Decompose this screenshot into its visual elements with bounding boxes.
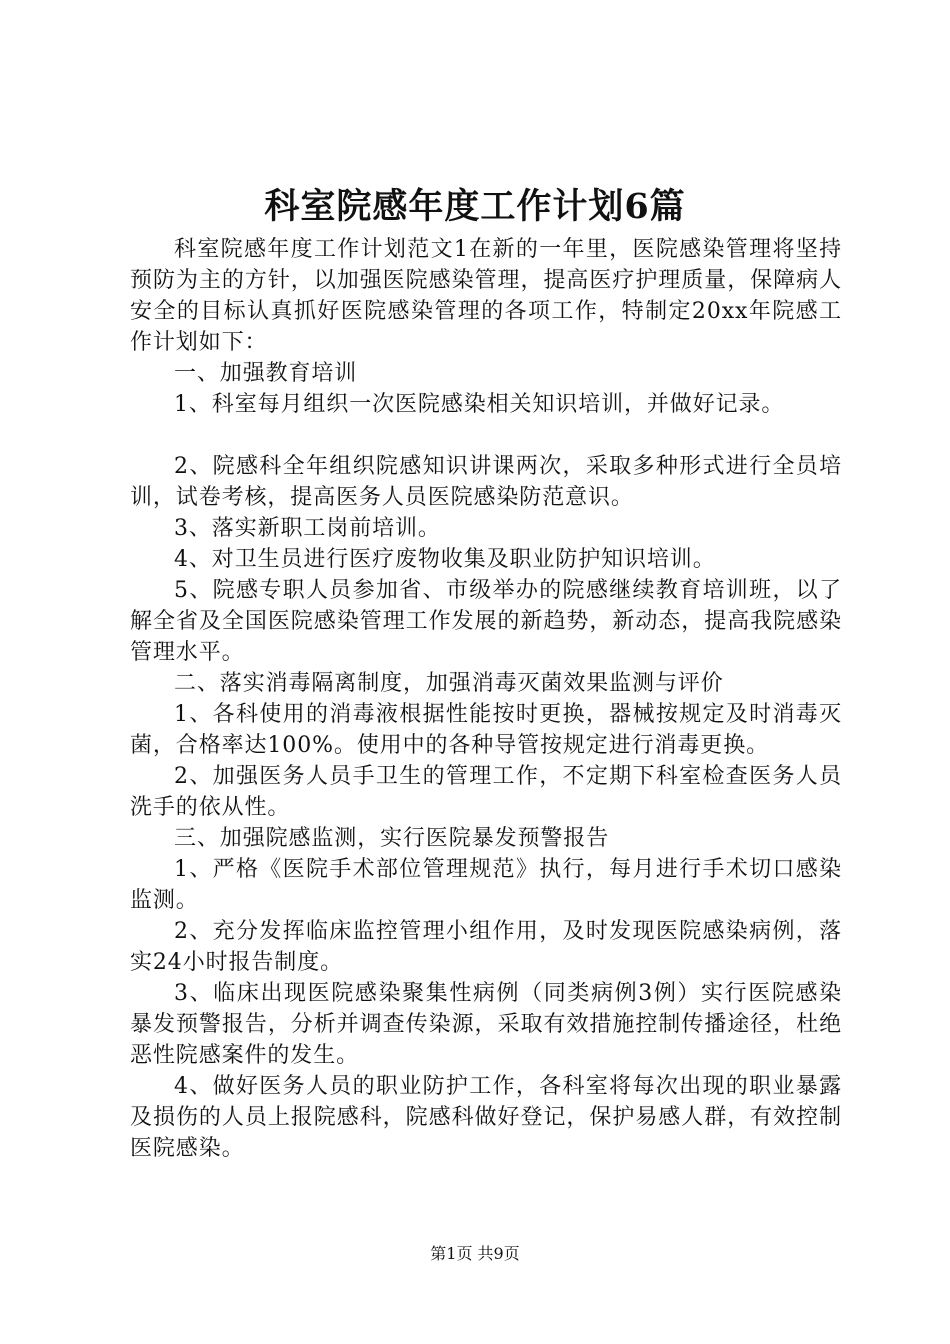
section-heading-2: 二、落实消毒隔离制度，加强消毒灭菌效果监测与评价 (174, 671, 724, 696)
page-number-footer: 第1页 共9页 (430, 1244, 520, 1263)
list-item: 4、做好医务人员的职业防护工作，各科室将每次出现的职业暴露及损伤的人员上报院感科，院感科做好登记，保护易感人群，有效控制医院感染。 (130, 1074, 842, 1161)
document-title: 科室院感年度工作计划6篇 (264, 186, 686, 227)
list-item: 3、落实新职工岗前培训。 (174, 516, 441, 541)
list-item: 5、院感专职人员参加省、市级举办的院感继续教育培训班，以了解全省及全国医院感染管理工作发展的新趋势，新动态，提高我院感染管理水平。 (130, 578, 842, 665)
list-item: 4、对卫生员进行医疗废物收集及职业防护知识培训。 (174, 547, 716, 572)
document-body (130, 234, 842, 1164)
list-item: 2、加强医务人员手卫生的管理工作，不定期下科室检查医务人员洗手的依从性。 (130, 764, 842, 820)
paragraph-intro: 科室院感年度工作计划范文1在新的一年里，医院感染管理将坚持预防为主的方针，以加强医院感染管理，提高医疗护理质量，保障病人安全的目标认真抓好医院感染管理的各项工作，特制定20xx年院感工作计划如下： (130, 237, 842, 355)
section-heading-1: 一、加强教育培训 (174, 361, 358, 386)
list-item: 1、严格《医院手术部位管理规范》执行，每月进行手术切口感染监测。 (130, 857, 842, 913)
list-item: 1、各科使用的消毒液根据性能按时更换，器械按规定及时消毒灭菌，合格率达100%。使用中的各种导管按规定进行消毒更换。 (130, 702, 842, 758)
list-item: 1、科室每月组织一次医院感染相关知识培训，并做好记录。 (174, 392, 785, 417)
list-item: 2、充分发挥临床监控管理小组作用，及时发现医院感染病例，落实24小时报告制度。 (130, 919, 842, 975)
list-item: 3、临床出现医院感染聚集性病例（同类病例3例）实行医院感染暴发预警报告，分析并调查传染源，采取有效措施控制传播途径，杜绝恶性院感案件的发生。 (130, 981, 842, 1068)
list-item: 2、院感科全年组织院感知识讲课两次，采取多种形式进行全员培训，试卷考核，提高医务人员医院感染防范意识。 (130, 454, 842, 510)
section-heading-3: 三、加强院感监测，实行医院暴发预警报告 (174, 826, 610, 851)
